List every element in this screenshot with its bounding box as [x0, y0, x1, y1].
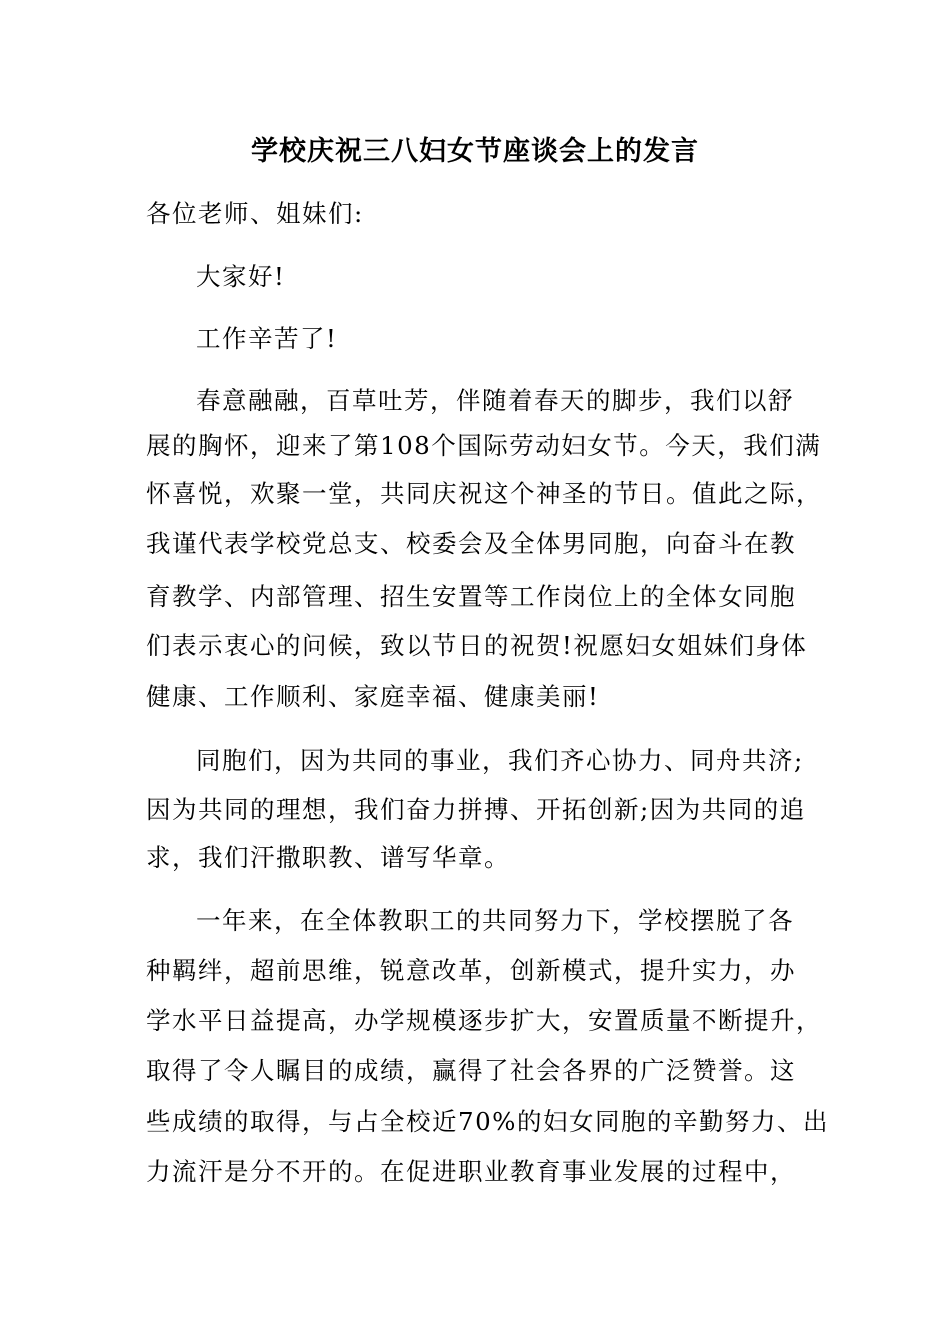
text-line: 大家好! [196, 262, 286, 291]
salutation: 各位老师、姐妹们: [146, 199, 364, 228]
text-line: 怀喜悦，欢聚一堂，共同庆祝这个神圣的节日。值此之际， [146, 479, 822, 508]
text-line: 学水平日益提高，办学规模逐步扩大，安置质量不断提升， [146, 1006, 822, 1035]
document-title: 学校庆祝三八妇女节座谈会上的发言 [251, 136, 699, 167]
text-line: 种羁绊，超前思维，锐意改革，创新模式，提升实力，办 [146, 956, 796, 985]
text-line: 春意融融，百草吐芳，伴随着春天的脚步，我们以舒 [196, 386, 794, 415]
text-line: 我谨代表学校党总支、校委会及全体男同胞，向奋斗在教 [146, 529, 796, 558]
text-line: 求，我们汗撒职教、谱写华章。 [146, 843, 510, 872]
text-line: 健康、工作顺利、家庭幸福、健康美丽! [146, 682, 600, 711]
text-line: 一年来，在全体教职工的共同努力下，学校摆脱了各 [196, 906, 794, 935]
text-line: 因为共同的理想，我们奋力拼搏、开拓创新;因为共同的追 [146, 795, 806, 824]
text-line: 力流汗是分不开的。在促进职业教育事业发展的过程中， [146, 1157, 796, 1186]
text-line: 展的胸怀，迎来了第108个国际劳动妇女节。今天，我们满 [146, 431, 822, 460]
text-line: 们表示衷心的问候，致以节日的祝贺!祝愿妇女姐妹们身体 [146, 631, 808, 660]
text-line: 同胞们，因为共同的事业，我们齐心协力、同舟共济; [196, 746, 804, 775]
text-line: 取得了令人瞩目的成绩，赢得了社会各界的广泛赞誉。这 [146, 1056, 796, 1085]
text-line: 育教学、内部管理、招生安置等工作岗位上的全体女同胞 [146, 582, 796, 611]
text-line: 些成绩的取得，与占全校近70%的妇女同胞的辛勤努力、出 [146, 1107, 829, 1136]
text-line: 工作辛苦了! [196, 324, 338, 353]
